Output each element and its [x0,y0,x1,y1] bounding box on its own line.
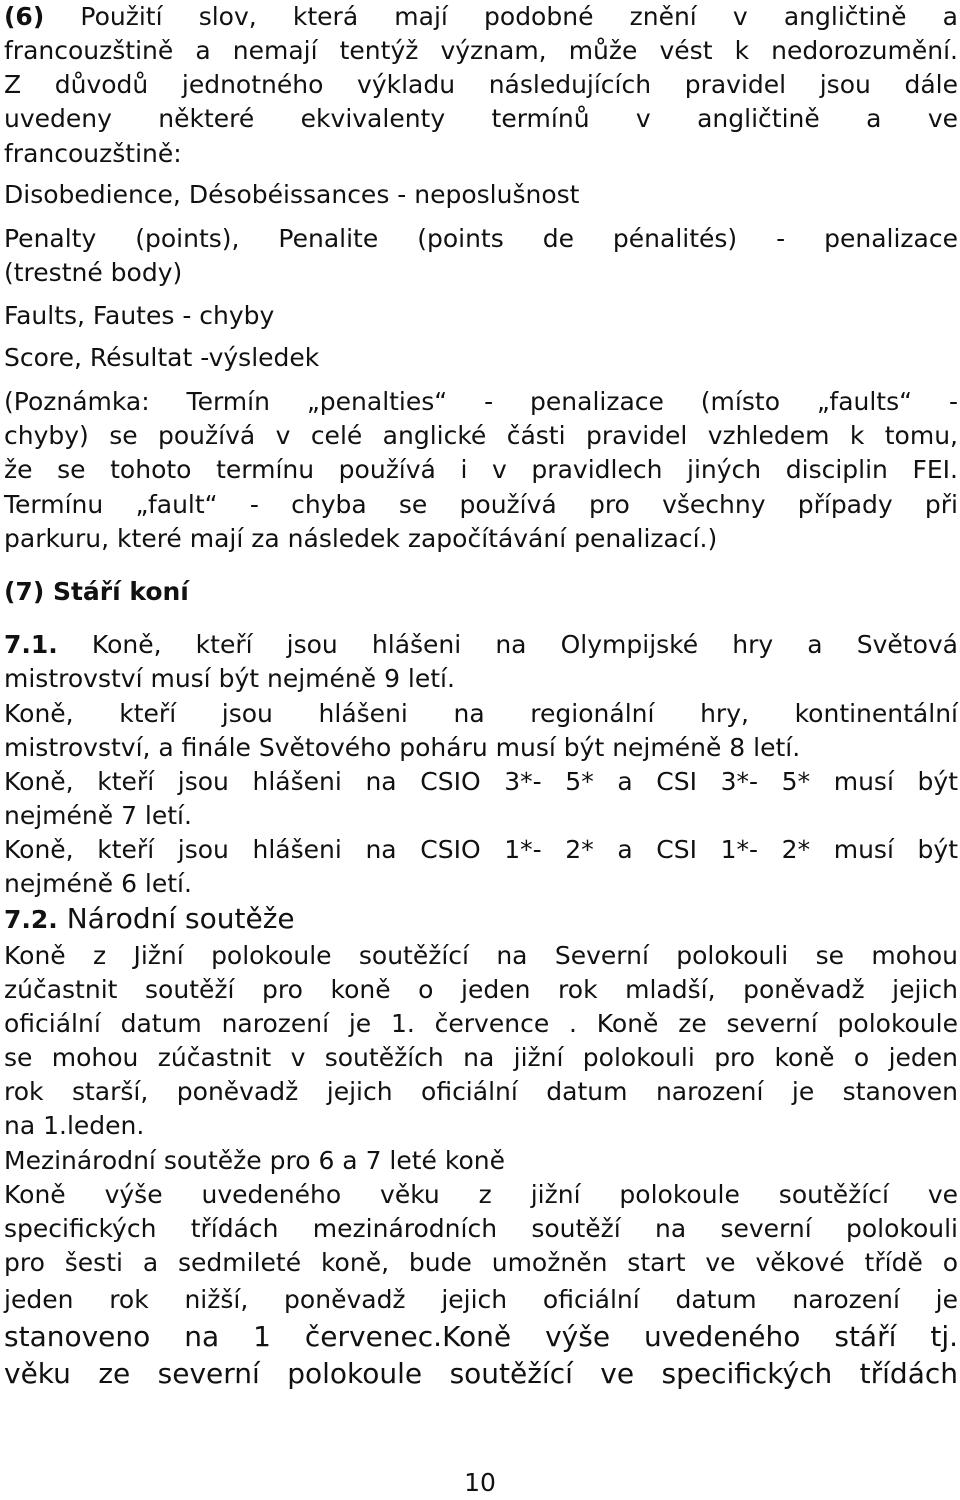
text-line: věku ze severní polokoule soutěžící ve specifických třídách [4,1357,958,1390]
text-line: Z důvodů jednotného výkladu následujících pravidel jsou dále [4,70,958,99]
text-line: (6) Použití slov, která mají podobné znění v angličtině a [4,2,958,31]
text-line: Penalty (points), Penalite (points de pénalités) - penalizace [4,224,958,253]
text-line: Koně, kteří jsou hlášeni na CSIO 3*- 5* a CSI 3*- 5* musí být [4,767,958,796]
subsection-heading: 7.2. Národní soutěže [4,902,295,935]
text-line: jeden rok nižší, poněvadž jejich oficiální datum narození je [4,1285,958,1314]
text-line: Score, Résultat -výsledek [4,343,320,372]
text-line: francouzštině a nemají tentýž význam, může vést k nedorozumění. [4,36,958,65]
text-line: Termínu „fault“ - chyba se používá pro všechny případy při [4,490,958,519]
text-line: 7.1. Koně, kteří jsou hlášeni na Olympijské hry a Světová [4,630,958,659]
text-line: uvedeny některé ekvivalenty termínů v angličtině a ve [4,104,958,133]
text-line: Faults, Fautes - chyby [4,301,275,330]
page-number: 10 [464,1468,496,1497]
text-line: parkuru, které mají za následek započítávání penalizací.) [4,524,718,553]
text-line: rok starší, poněvadž jejich oficiální datum narození je stanoven [4,1077,958,1106]
text-line: chyby) se používá v celé anglické části pravidel vzhledem k tomu, [4,421,958,450]
text-line: Mezinárodní soutěže pro 6 a 7 leté koně [4,1146,505,1175]
text-line: se mohou zúčastnit v soutěžích na jižní polokouli pro koně o jeden [4,1043,958,1072]
text-line: nejméně 7 letí. [4,801,192,830]
text-line: stanoveno na 1 červenec.Koně výše uvedeného stáří tj. [4,1320,958,1353]
text-line: Disobedience, Désobéissances - neposlušnost [4,180,580,209]
text-line: nejméně 6 letí. [4,869,192,898]
text-line: (trestné body) [4,258,183,287]
text-line: pro šesti a sedmileté koně, bude umožněn start ve věkové třídě o [4,1248,958,1277]
text-line: že se tohoto termínu používá i v pravidlech jiných disciplin FEI. [4,455,958,484]
section-heading: (7) Stáří koní [4,577,189,606]
text-line: mistrovství musí být nejméně 9 letí. [4,664,455,693]
text-line: (Poznámka: Termín „penalties“ - penalizace (místo „faults“ - [4,387,958,416]
text-line: Koně z Jižní polokoule soutěžící na Severní polokouli se mohou [4,941,958,970]
text-line: zúčastnit soutěží pro koně o jeden rok mladší, poněvadž jejich [4,975,958,1004]
text-line: na 1.leden. [4,1111,145,1140]
text-line: mistrovství, a finále Světového poháru musí být nejméně 8 letí. [4,733,801,762]
text-line: specifických třídách mezinárodních soutěží na severní polokouli [4,1214,958,1243]
text-line: oficiální datum narození je 1. července . Koně ze severní polokoule [4,1009,958,1038]
text-line: Koně, kteří jsou hlášeni na CSIO 1*- 2* a CSI 1*- 2* musí být [4,835,958,864]
text-line: Koně výše uvedeného věku z jižní polokoule soutěžící ve [4,1180,958,1209]
text-line: francouzštině: [4,139,182,168]
text-line: Koně, kteří jsou hlášeni na regionální hry, kontinentální [4,699,958,728]
